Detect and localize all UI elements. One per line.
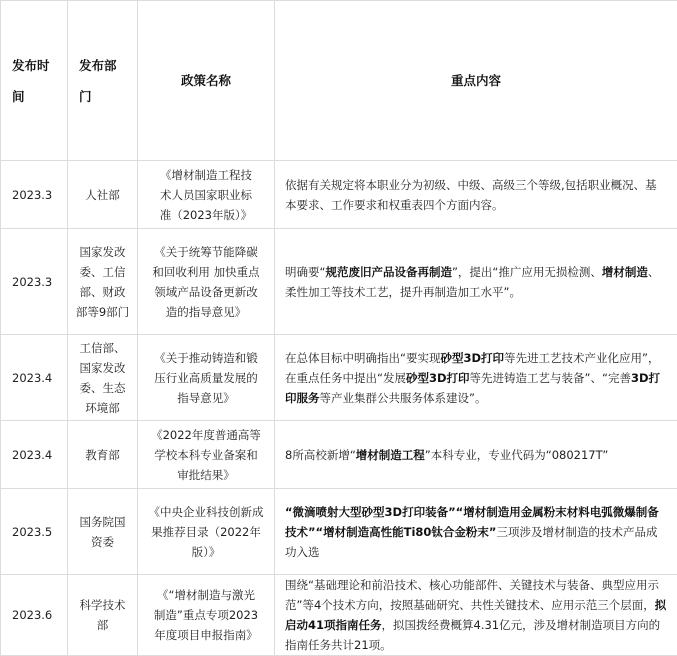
content-text: 8所高校新增“ xyxy=(285,448,356,462)
cell-policy: 《中央企业科技创新成果推荐目录（2022年版）》 xyxy=(138,489,275,575)
content-highlight: “微滴喷射大型砂型3D打印装备”“增材制造用金属粉末材料电弧微爆制备技术”“增材制造高性能Ti80钛合金粉末” xyxy=(285,505,659,539)
cell-date: 2023.3 xyxy=(1,229,68,335)
content-highlight: 3D打印服务 xyxy=(285,371,660,405)
header-row xyxy=(1,1,677,161)
content-text: ”，提出“推广应用无损检测、 xyxy=(452,265,602,279)
cell-date: 2023.5 xyxy=(1,489,68,575)
content-text: 依据有关规定将本职业分为初级、中级、高级三个等级,包括职业概况、基本要求、工作要求和权重表四个方面内容。 xyxy=(285,178,657,212)
table-row xyxy=(1,161,677,229)
content-text: 在总体目标中明确指出“要实现 xyxy=(285,351,440,365)
cell-dept: 工信部、国家发改委、生态环境部 xyxy=(68,335,138,421)
content-highlight: 拟启动41项指南任务 xyxy=(285,598,666,632)
cell-content xyxy=(275,161,677,229)
cell-dept: 国家发改委、工信部、财政部等9部门 xyxy=(68,229,138,335)
cell-dept: 国务院国资委 xyxy=(68,489,138,575)
cell-date: 2023.6 xyxy=(1,575,68,656)
table-row xyxy=(1,575,677,656)
content-text: ，拟国拨经费概算4.31亿元，涉及增材制造项目方向的指南任务共计21项。 xyxy=(285,618,660,652)
content-highlight: 规范废旧产品设备再制造 xyxy=(325,265,452,279)
content-text: 等产业集群公共服务体系建设”。 xyxy=(320,391,487,405)
table-row xyxy=(1,335,677,421)
content-text: 三项涉及增材制造的技术产品成功入选 xyxy=(285,525,657,559)
cell-policy: 《2022年度普通高等学校本科专业备案和审批结果》 xyxy=(138,421,275,489)
cell-policy: 《关于统筹节能降碳和回收利用 加快重点领域产品设备更新改造的指导意见》 xyxy=(138,229,275,335)
content-text: 、柔性加工等技术工艺，提升再制造加工水平”。 xyxy=(285,265,659,299)
content-text: 围绕“基础理论和前沿技术、核心功能部件、关键技术与装备、典型应用示范”等4个技术方向，按照基础研究、共性关键技术、应用示范三个层面， xyxy=(285,578,659,612)
cell-content xyxy=(275,229,677,335)
cell-content xyxy=(275,489,677,575)
content-highlight: 增材制造工程 xyxy=(356,448,425,462)
content-text: 等先进工艺技术产业化应用”，在重点任务中提出“发展 xyxy=(285,351,660,385)
cell-dept: 教育部 xyxy=(68,421,138,489)
content-highlight: 砂型3D打印 xyxy=(440,351,504,365)
cell-dept: 科学技术部 xyxy=(68,575,138,656)
table-row xyxy=(1,229,677,335)
cell-date: 2023.4 xyxy=(1,421,68,489)
cell-date: 2023.4 xyxy=(1,335,68,421)
cell-policy: 《“增材制造与激光制造”重点专项2023年度项目申报指南》 xyxy=(138,575,275,656)
header-content: 重点内容 xyxy=(275,1,677,161)
header-dept: 发布部门 xyxy=(68,1,138,161)
cell-policy: 《关于推动铸造和锻压行业高质量发展的指导意见》 xyxy=(138,335,275,421)
content-highlight: 砂型3D打印 xyxy=(406,371,470,385)
header-policy: 政策名称 xyxy=(138,1,275,161)
content-text: ”本科专业，专业代码为“080217T” xyxy=(425,448,609,462)
cell-dept: 人社部 xyxy=(68,161,138,229)
table-row xyxy=(1,421,677,489)
content-text: 明确要“ xyxy=(285,265,325,279)
content-text: 等先进铸造工艺与装备”、“完善 xyxy=(470,371,631,385)
table-row xyxy=(1,489,677,575)
cell-policy: 《增材制造工程技术人员国家职业标准（2023年版）》 xyxy=(138,161,275,229)
cell-content xyxy=(275,575,677,656)
cell-content xyxy=(275,335,677,421)
header-date: 发布时间 xyxy=(1,1,68,161)
content-highlight: 增材制造 xyxy=(602,265,648,279)
cell-content xyxy=(275,421,677,489)
cell-date: 2023.3 xyxy=(1,161,68,229)
